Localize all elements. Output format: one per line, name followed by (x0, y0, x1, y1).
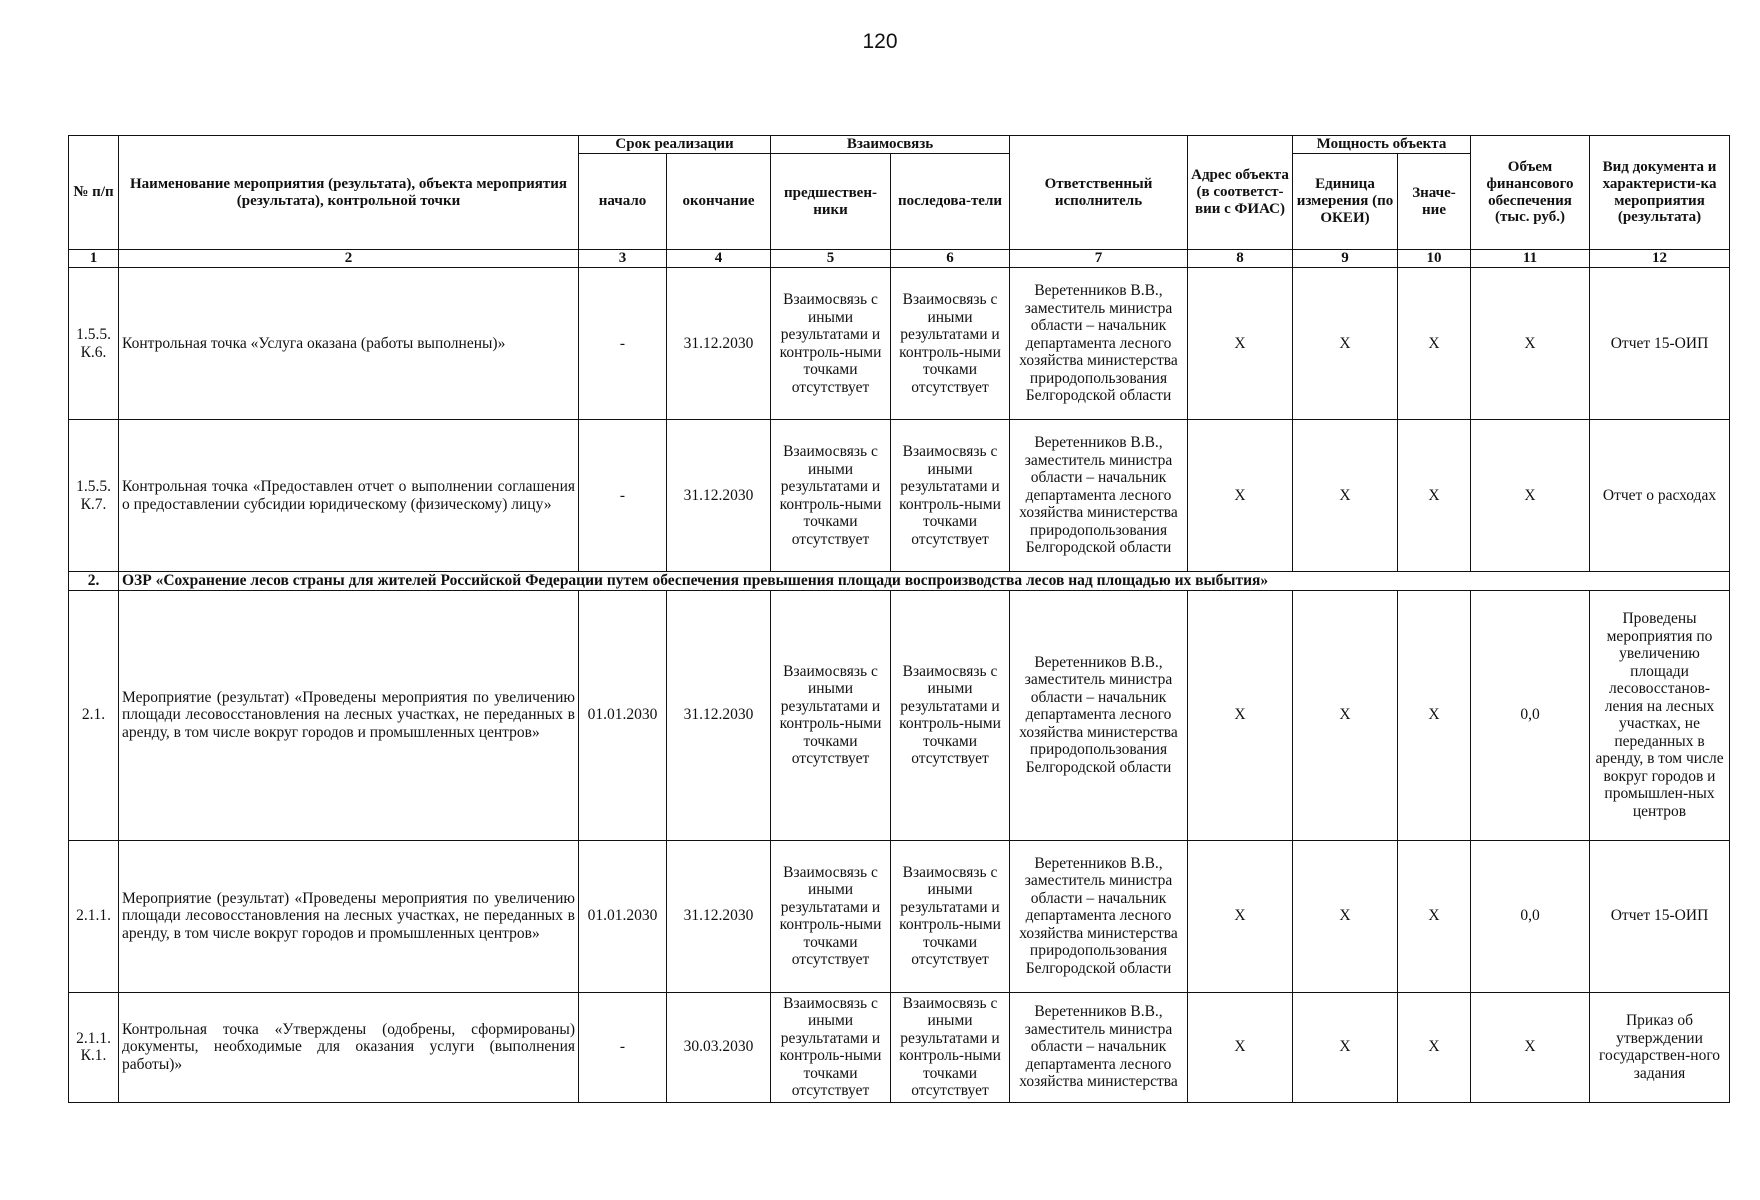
section-title: ОЗР «Сохранение лесов страны для жителей Российской Федерации путем обеспечения превышения площади воспроизводства лесов над площадью их выбытия» (119, 572, 1730, 591)
column-number: 11 (1471, 250, 1590, 268)
row-end: 31.12.2030 (667, 840, 771, 992)
row-start: - (579, 992, 667, 1102)
row-end: 31.12.2030 (667, 590, 771, 840)
column-number: 3 (579, 250, 667, 268)
header-unit: Единица измерения (по ОКЕИ) (1293, 154, 1398, 250)
column-number: 12 (1590, 250, 1730, 268)
row-responsible: Веретенников В.В., заместитель министра области – начальник департамента лесного хозяйства министерства природопользования Белгородской области (1010, 590, 1188, 840)
row-num: 1.5.5. К.6. (69, 268, 119, 420)
row-predecessors: Взаимосвязь с иными результатами и контроль-ными точками отсутствует (771, 268, 891, 420)
row-funding: 0,0 (1471, 840, 1590, 992)
row-doc: Отчет 15-ОИП (1590, 840, 1730, 992)
row-end: 30.03.2030 (667, 992, 771, 1102)
header-relation: Взаимосвязь (771, 136, 1010, 154)
table-row (69, 590, 1730, 840)
row-successors: Взаимосвязь с иными результатами и контроль-ными точками отсутствует (891, 590, 1010, 840)
row-doc: Отчет 15-ОИП (1590, 268, 1730, 420)
row-value: X (1398, 420, 1471, 572)
section-row (69, 572, 1730, 591)
row-predecessors: Взаимосвязь с иными результатами и контроль-ными точками отсутствует (771, 992, 891, 1102)
row-end: 31.12.2030 (667, 420, 771, 572)
row-start: - (579, 420, 667, 572)
row-predecessors: Взаимосвязь с иными результатами и контроль-ными точками отсутствует (771, 840, 891, 992)
column-number: 8 (1188, 250, 1293, 268)
row-successors: Взаимосвязь с иными результатами и контроль-ными точками отсутствует (891, 268, 1010, 420)
row-num: 2.1.1. К.1. (69, 992, 119, 1102)
row-name: Мероприятие (результат) «Проведены мероприятия по увеличению площади лесовосстановления на лесных участках, не переданных в аренду, в том числе вокруг городов и промышленных центров» (119, 840, 579, 992)
row-funding: X (1471, 268, 1590, 420)
row-unit: X (1293, 992, 1398, 1102)
row-name: Контрольная точка «Утверждены (одобрены, сформированы) документы, необходимые для оказания услуги (выполнения работы)» (119, 992, 579, 1102)
row-doc: Отчет о расходах (1590, 420, 1730, 572)
column-number: 4 (667, 250, 771, 268)
row-unit: X (1293, 840, 1398, 992)
column-numbers-row (69, 250, 1730, 268)
row-responsible: Веретенников В.В., заместитель министра области – начальник департамента лесного хозяйства министерства природопользования Белгородской области (1010, 268, 1188, 420)
row-value: X (1398, 992, 1471, 1102)
row-start: 01.01.2030 (579, 840, 667, 992)
row-num: 2.1. (69, 590, 119, 840)
row-predecessors: Взаимосвязь с иными результатами и контроль-ными точками отсутствует (771, 590, 891, 840)
row-address: X (1188, 420, 1293, 572)
column-number: 1 (69, 250, 119, 268)
column-number: 10 (1398, 250, 1471, 268)
table-row (69, 840, 1730, 992)
row-num: 2.1.1. (69, 840, 119, 992)
row-funding: X (1471, 992, 1590, 1102)
row-responsible: Веретенников В.В., заместитель министра области – начальник департамента лесного хозяйства министерства природопользования Белгородской области (1010, 420, 1188, 572)
row-address: X (1188, 840, 1293, 992)
page-number: 120 (862, 30, 898, 53)
row-value: X (1398, 840, 1471, 992)
header-predecessors: предшествен-ники (771, 154, 891, 250)
column-number: 6 (891, 250, 1010, 268)
header-address: Адрес объекта (в соответст-вии с ФИАС) (1188, 136, 1293, 250)
row-value: X (1398, 268, 1471, 420)
row-successors: Взаимосвязь с иными результатами и контроль-ными точками отсутствует (891, 420, 1010, 572)
row-successors: Взаимосвязь с иными результатами и контроль-ными точками отсутствует (891, 992, 1010, 1102)
header-value: Значе-ние (1398, 154, 1471, 250)
header-successors: последова-тели (891, 154, 1010, 250)
row-funding: 0,0 (1471, 590, 1590, 840)
row-name: Контрольная точка «Услуга оказана (работы выполнены)» (119, 268, 579, 420)
row-num: 1.5.5. К.7. (69, 420, 119, 572)
column-number: 9 (1293, 250, 1398, 268)
column-number: 7 (1010, 250, 1188, 268)
header-doc-type: Вид документа и характеристи-ка мероприятия (результата) (1590, 136, 1730, 250)
row-successors: Взаимосвязь с иными результатами и контроль-ными точками отсутствует (891, 840, 1010, 992)
row-name: Контрольная точка «Предоставлен отчет о выполнении соглашения о предоставлении субсидии юридическому (физическому) лицу» (119, 420, 579, 572)
table-row (69, 992, 1730, 1102)
row-doc: Приказ об утверждении государствен-ного задания (1590, 992, 1730, 1102)
header-capacity: Мощность объекта (1293, 136, 1471, 154)
row-responsible: Веретенников В.В., заместитель министра области – начальник департамента лесного хозяйства министерства природопользования Белгородской области (1010, 840, 1188, 992)
row-unit: X (1293, 420, 1398, 572)
row-address: X (1188, 590, 1293, 840)
row-address: X (1188, 268, 1293, 420)
header-period: Срок реализации (579, 136, 771, 154)
row-doc: Проведены мероприятия по увеличению площади лесовосстанов-ления на лесных участках, не переданных в аренду, в том числе вокруг городов и промышлен-ных центров (1590, 590, 1730, 840)
section-num: 2. (69, 572, 119, 591)
header-responsible: Ответственный исполнитель (1010, 136, 1188, 250)
row-responsible: Веретенников В.В., заместитель министра области – начальник департамента лесного хозяйства министерства (1010, 992, 1188, 1102)
header-num: № п/п (69, 136, 119, 250)
row-start: - (579, 268, 667, 420)
row-end: 31.12.2030 (667, 268, 771, 420)
row-funding: X (1471, 420, 1590, 572)
row-predecessors: Взаимосвязь с иными результатами и контроль-ными точками отсутствует (771, 420, 891, 572)
column-number: 2 (119, 250, 579, 268)
row-unit: X (1293, 268, 1398, 420)
row-unit: X (1293, 590, 1398, 840)
table-row (69, 420, 1730, 572)
table-row (69, 268, 1730, 420)
row-value: X (1398, 590, 1471, 840)
row-name: Мероприятие (результат) «Проведены мероприятия по увеличению площади лесовосстановления на лесных участках, не переданных в аренду, в том числе вокруг городов и промышленных центров» (119, 590, 579, 840)
row-start: 01.01.2030 (579, 590, 667, 840)
header-funding: Объем финансового обеспечения (тыс. руб.) (1471, 136, 1590, 250)
row-address: X (1188, 992, 1293, 1102)
header-end: окончание (667, 154, 771, 250)
header-start: начало (579, 154, 667, 250)
plan-table (68, 135, 1730, 1103)
column-number: 5 (771, 250, 891, 268)
header-name: Наименование мероприятия (результата), объекта мероприятия (результата), контрольной точки (119, 136, 579, 250)
